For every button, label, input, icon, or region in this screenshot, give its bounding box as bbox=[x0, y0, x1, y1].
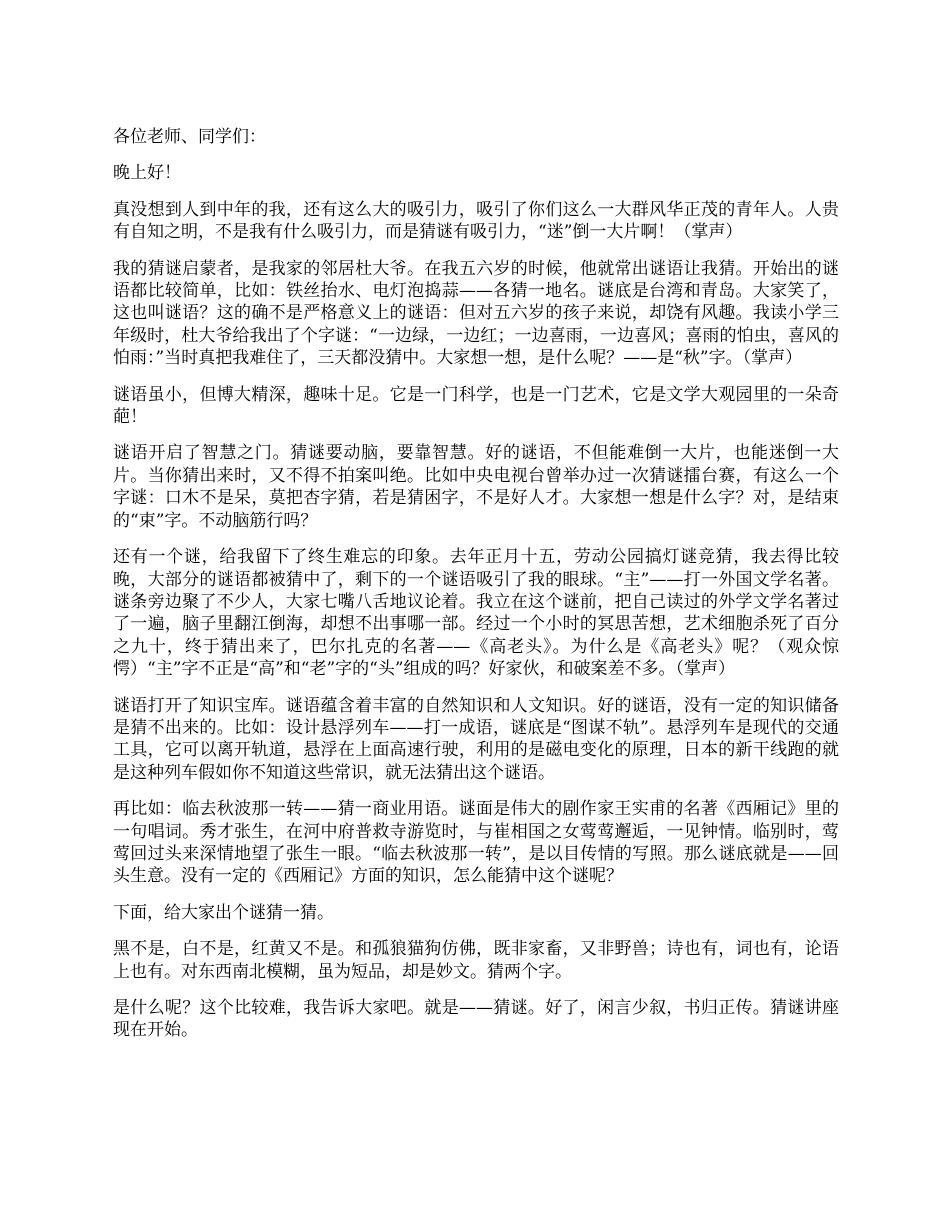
paragraph-knowledge: 谜语打开了知识宝库。谜语蕴含着丰富的自然知识和人文知识。好的谜语，没有一定的知识储备是猜不出来的。比如：设计悬浮列车——打一成语，谜底是“图谋不轨”。悬浮列车是现代的交通工具，它可以离开轨道，悬浮在上面高速行驶，利用的是磁电变化的原理，日本的新干线跑的就是这种列车假如你不知道这些常识，就无法猜出这个谜语。 bbox=[113, 695, 839, 783]
salutation: 各位老师、同学们： bbox=[113, 127, 266, 147]
paragraph-answer: 是什么呢？这个比较难，我告诉大家吧。就是——猜谜。好了，闲言少叙，书归正传。猜谜讲座现在开始。 bbox=[113, 998, 839, 1041]
paragraph-riddle-art: 谜语虽小，但博大精深，趣味十足。它是一门科学，也是一门艺术，它是文学大观园里的一朵奇葩！ bbox=[113, 384, 839, 428]
paragraph-enlightener: 我的猜谜启蒙者，是我家的邻居杜大爷。在我五六岁的时候，他就常出谜语让我猜。开始出的谜语都比较简单，比如：铁丝抬水、电灯泡捣蒜——各猜一地名。谜底是台湾和青岛。大家笑了，这也叫谜语？这的确不是严格意义上的谜语：但对五六岁的孩子来说，却饶有风趣。我读小学三年级时，杜大爷给我出了个字谜：“一边绿，一边红；一边喜雨，一边喜风；喜雨的怕虫，喜风的怕雨：”当时真把我难住了，三天都没猜中。大家想一想，是什么呢？——是“秋”字。（掌声） bbox=[113, 258, 839, 369]
paragraph-lantern-riddle: 还有一个谜，给我留下了终生难忘的印象。去年正月十五，劳动公园搞灯谜竞猜，我去得比较晚，大部分的谜语都被猜中了，剩下的一个谜语吸引了我的眼球。“主”——打一外国文学名著。谜条旁边聚了不少人，大家七嘴八舌地议论着。我立在这个谜前，把自己读过的外学文学名著过了一遍，脑子里翻江倒海，却想不出事哪一部。经过一个小时的冥思苦想，艺术细胞杀死了百分之九十，终于猜出来了，巴尔扎克的名著——《高老头》。为什么是《高老头》呢？（观众惊愕）“主”字不正是“高”和“老”字的“头”组成的吗？好家伙，和破案差不多。（掌声） bbox=[113, 547, 839, 680]
paragraph-riddle-text: 黑不是，白不是，红黄又不是。和孤狼猫狗仿佛，既非家畜，又非野兽；诗也有，词也有，论语上也有。对东西南北模糊，虽为短品，却是妙文。猜两个字。 bbox=[113, 939, 839, 982]
paragraph-next-riddle: 下面，给大家出个谜猜一猜。 bbox=[113, 902, 334, 923]
paragraph-xixiangji: 再比如：临去秋波那一转——猜一商业用语。谜面是伟大的剧作家王实甫的名著《西厢记》里的一句唱词。秀才张生，在河中府普救寺游览时，与崔相国之女莺莺邂逅，一见钟情。临别时，莺莺回过头来深情地望了张生一眼。“临去秋波那一转”，是以目传情的写照。那么谜底就是——回头生意。没有一定的《西厢记》方面的知识，怎么能猜中这个谜呢？ bbox=[113, 799, 839, 887]
paragraph-wisdom: 谜语开启了智慧之门。猜谜要动脑，要靠智慧。好的谜语，不但能难倒一大片，也能迷倒一大片。当你猜出来时，又不得不拍案叫绝。比如中央电视台曾举办过一次猜谜擂台赛，有这么一个字谜：口木不是呆，莫把杏字猜，若是猜困字，不是好人才。大家想一想是什么字？对，是结束的“束”字。不动脑筋行吗？ bbox=[113, 443, 839, 531]
paragraph-intro: 真没想到人到中年的我，还有这么大的吸引力，吸引了你们这么一大群风华正茂的青年人。人贵有自知之明，不是我有什么吸引力，而是猜谜有吸引力，“迷”倒一大片啊！（掌声） bbox=[113, 199, 839, 243]
greeting: 晚上好！ bbox=[113, 163, 181, 184]
document-body bbox=[113, 126, 839, 1056]
